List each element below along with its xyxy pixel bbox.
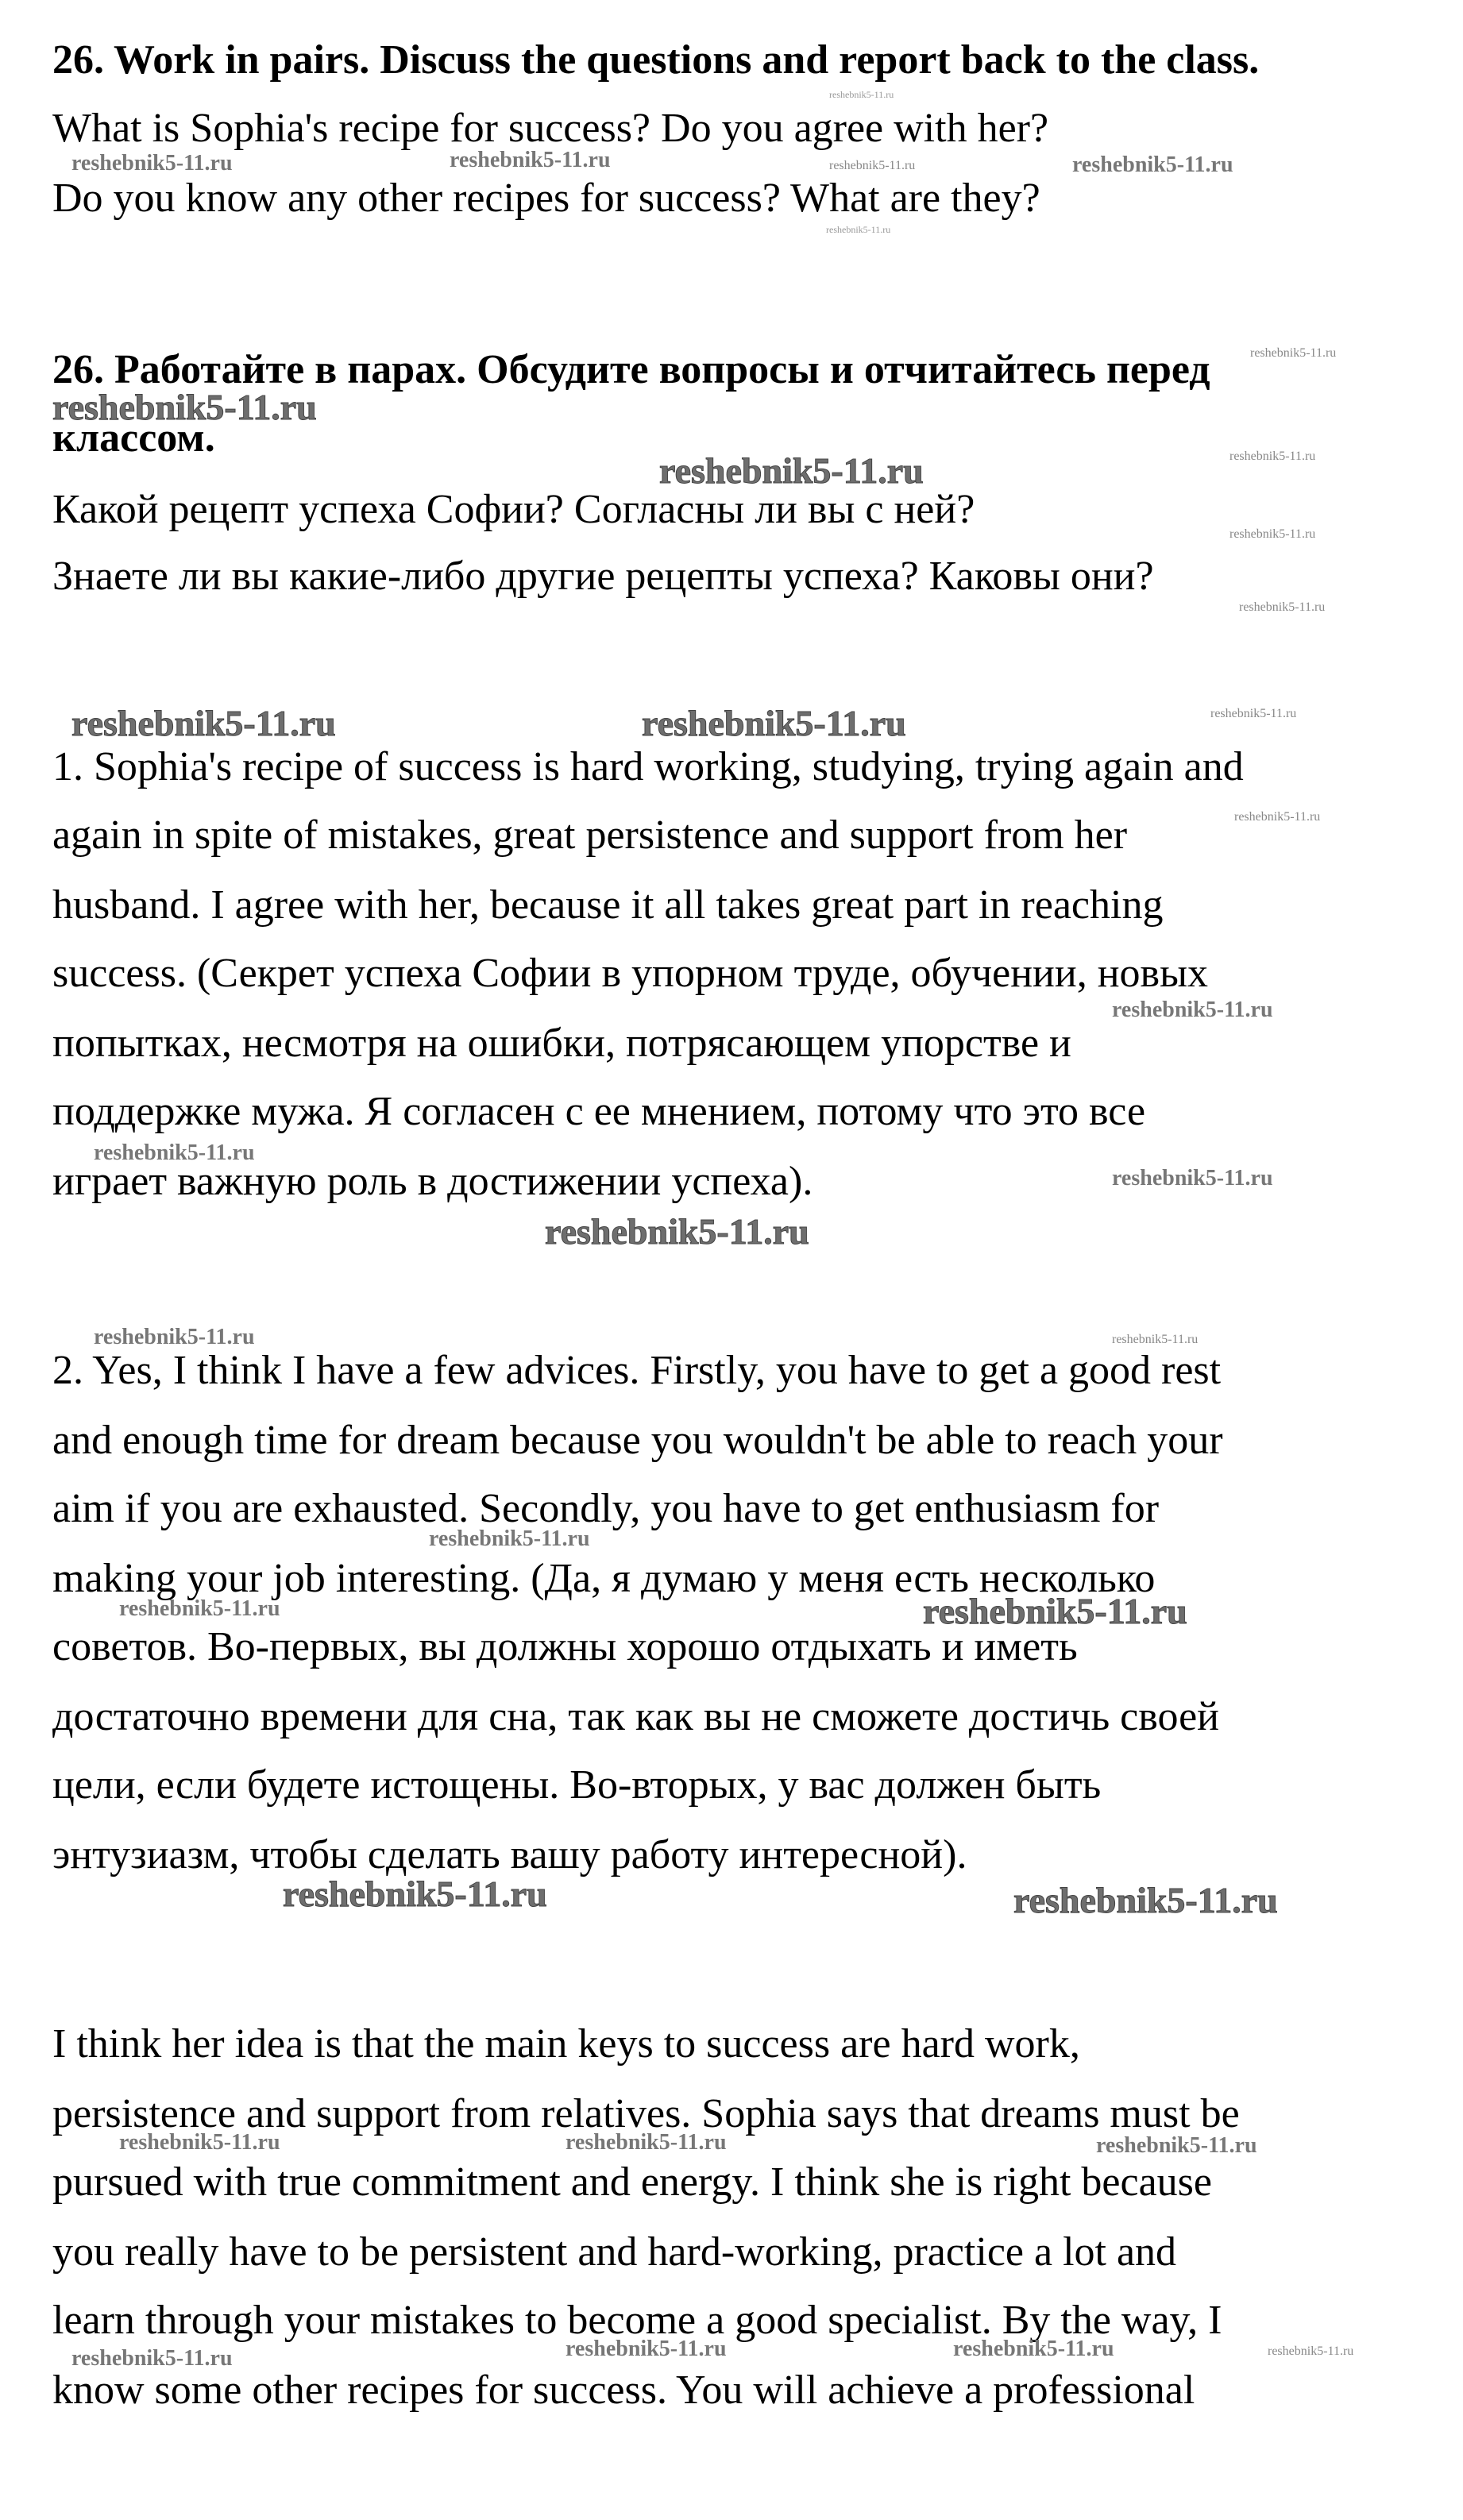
question-line-en-2: Do you know any other recipes for success? What are they? (52, 176, 1040, 221)
watermark: reshebnik5-11.ru (71, 2346, 233, 2371)
watermark: reshebnik5-11.ru (1229, 450, 1316, 463)
answer2-line-8: энтузиазм, чтобы сделать вашу работу интересной). (52, 1832, 967, 1877)
watermark: reshebnik5-11.ru (283, 1874, 547, 1914)
answer3-line-3: pursued with true commitment and energy. I think she is right because (52, 2159, 1212, 2205)
answer1-line-6: поддержке мужа. Я согласен с ее мнением, потому что это все (52, 1089, 1146, 1134)
answer1-line-2: again in spite of mistakes, great persistence and support from her (52, 812, 1128, 858)
watermark: reshebnik5-11.ru (923, 1591, 1187, 1631)
watermark: reshebnik5-11.ru (450, 148, 611, 172)
watermark: reshebnik5-11.ru (566, 2130, 727, 2155)
answer3-line-1: I think her idea is that the main keys to success are hard work, (52, 2021, 1080, 2067)
watermark: reshebnik5-11.ru (94, 1325, 255, 1349)
watermark: reshebnik5-11.ru (1112, 998, 1273, 1022)
answer2-line-2: and enough time for dream because you wouldn't be able to reach your (52, 1418, 1223, 1463)
watermark: reshebnik5-11.ru (953, 2337, 1114, 2361)
answer3-line-4: you really have to be persistent and hard-working, practice a lot and (52, 2229, 1177, 2275)
answer1-line-3: husband. I agree with her, because it all takes great part in reaching (52, 882, 1164, 928)
watermark: reshebnik5-11.ru (545, 1211, 809, 1252)
answer2-line-4: making your job interesting. (Да, я думаю у меня есть несколько (52, 1556, 1156, 1601)
watermark: reshebnik5-11.ru (1239, 600, 1326, 614)
question-line-ru-2: Знаете ли вы какие-либо другие рецепты успеха? Каковы они? (52, 554, 1154, 599)
watermark: reshebnik5-11.ru (94, 1140, 255, 1165)
watermark: reshebnik5-11.ru (566, 2337, 727, 2361)
watermark: reshebnik5-11.ru (1013, 1880, 1278, 1920)
answer1-line-4: success. (Секрет успеха Софии в упорном труде, обучении, новых (52, 951, 1209, 996)
watermark: reshebnik5-11.ru (119, 2130, 280, 2155)
answer1-line-5: попытках, несмотря на ошибки, потрясающем упорстве и (52, 1021, 1071, 1066)
answer1-line-1: 1. Sophia's recipe of success is hard working, studying, trying again and (52, 744, 1244, 789)
watermark: reshebnik5-11.ru (1072, 152, 1233, 177)
answer2-line-3: aim if you are exhausted. Secondly, you have to get enthusiasm for (52, 1486, 1160, 1531)
answer2-line-6: достаточно времени для сна, так как вы не сможете достичь своей (52, 1694, 1219, 1739)
watermark: reshebnik5-11.ru (1210, 707, 1297, 720)
watermark: reshebnik5-11.ru (829, 89, 894, 100)
answer2-line-7: цели, если будете истощены. Во-вторых, у вас должен быть (52, 1762, 1102, 1808)
answer3-line-2: persistence and support from relatives. Sophia says that dreams must be (52, 2091, 1240, 2136)
question-line-en-1: What is Sophia's recipe for success? Do you agree with her? (52, 106, 1049, 151)
watermark: reshebnik5-11.ru (71, 703, 336, 743)
watermark: reshebnik5-11.ru (642, 703, 906, 743)
watermark: reshebnik5-11.ru (119, 1596, 280, 1621)
answer3-line-5: learn through your mistakes to become a good specialist. By the way, I (52, 2298, 1222, 2343)
watermark: reshebnik5-11.ru (1234, 810, 1321, 824)
watermark: reshebnik5-11.ru (1112, 1333, 1199, 1346)
watermark: reshebnik5-11.ru (826, 224, 891, 235)
answer2-line-1: 2. Yes, I think I have a few advices. Firstly, you have to get a good rest (52, 1348, 1222, 1393)
watermark: reshebnik5-11.ru (1112, 1166, 1273, 1191)
watermark: reshebnik5-11.ru (1229, 527, 1316, 541)
task-heading-ru-2: классом. (52, 415, 215, 461)
watermark: reshebnik5-11.ru (659, 450, 924, 491)
answer1-line-7: играет важную роль в достижении успеха). (52, 1159, 813, 1204)
watermark: reshebnik5-11.ru (1268, 2344, 1354, 2358)
watermark: reshebnik5-11.ru (1096, 2133, 1257, 2158)
watermark: reshebnik5-11.ru (429, 1526, 590, 1551)
answer2-line-5: советов. Во-первых, вы должны хорошо отдыхать и иметь (52, 1624, 1078, 1669)
watermark: reshebnik5-11.ru (829, 159, 916, 172)
answer3-line-6: know some other recipes for success. You will achieve a professional (52, 2368, 1195, 2413)
task-heading-en: 26. Work in pairs. Discuss the questions and report back to the class. (52, 37, 1260, 83)
watermark: reshebnik5-11.ru (52, 387, 317, 427)
watermark: reshebnik5-11.ru (71, 151, 233, 176)
watermark: reshebnik5-11.ru (1250, 346, 1337, 360)
task-heading-ru-1: 26. Работайте в парах. Обсудите вопросы и отчитайтесь перед (52, 347, 1210, 392)
question-line-ru-1: Какой рецепт успеха Софии? Согласны ли вы с ней? (52, 487, 975, 532)
